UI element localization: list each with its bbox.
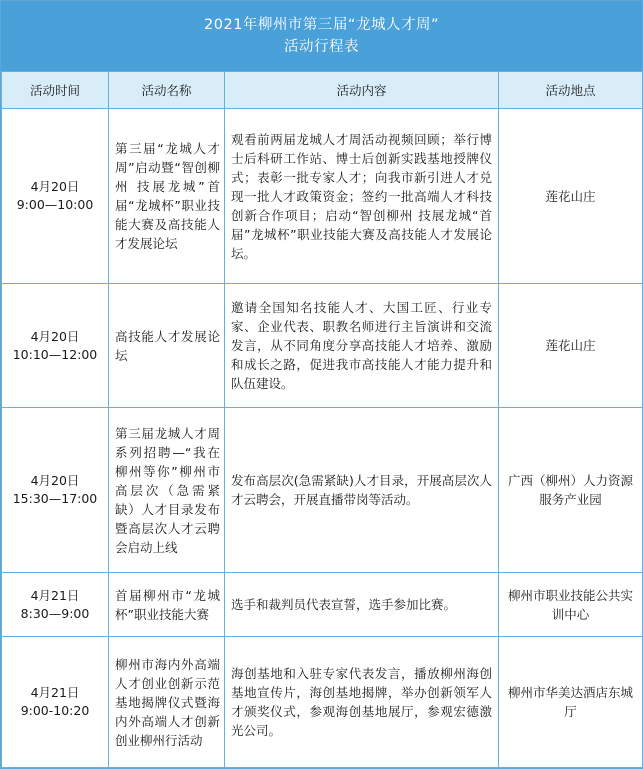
- event-name: 首届柳州市“龙城杯”职业技能大赛: [109, 573, 225, 637]
- schedule-table: [1, 71, 643, 768]
- event-name: 第三届龙城人才周系列招聘—“我在柳州等你”柳州市高层次（急需紧缺）人才目录发布暨高层次人才云聘会启动上线: [109, 408, 225, 573]
- table-row: [2, 284, 643, 408]
- event-time-cell: [2, 637, 109, 768]
- table-row: [2, 573, 643, 637]
- event-place: 广西（柳州）人力资源服务产业园: [499, 408, 643, 573]
- event-time-cell: [2, 284, 109, 408]
- event-place: 柳州市职业技能公共实训中心: [499, 573, 643, 637]
- event-place: 柳州市华美达酒店东城厅: [499, 637, 643, 768]
- event-date: 4月21日: [30, 587, 80, 603]
- event-time: 15:30—17:00: [12, 491, 98, 506]
- header-content: 活动内容: [225, 72, 499, 109]
- table-title: [1, 1, 642, 71]
- event-time-cell: [2, 109, 109, 284]
- event-date: 4月21日: [30, 685, 80, 700]
- event-time: 8:30—9:00: [20, 605, 90, 621]
- event-content: 观看前两届龙城人才周活动视频回顾；举行博士后科研工作站、博士后创新实践基地授牌仪式；表彰一批专家人才；向我市新引进人才兑现一批人才政策资金；签约一批高端人才科技创新合作项目；启动“智创柳州 技展龙城“首届”龙城杯”职业技能大赛及高技能人才发展论坛。: [225, 109, 499, 284]
- header-row: [2, 72, 643, 109]
- header-time: 活动时间: [2, 72, 109, 109]
- event-name: 柳州市海内外高端人才创业创新示范基地揭牌仪式暨海内外高端人才创新创业柳州行活动: [109, 637, 225, 768]
- event-time: 10:10—12:00: [12, 346, 98, 362]
- event-place: 莲花山庄: [499, 109, 643, 284]
- event-name: 第三届“龙城人才周”启动暨“智创柳州 技展龙城”首届“龙城杯”职业技能大赛及高技能人才发展论坛: [109, 109, 225, 284]
- event-content: 选手和裁判员代表宣誓，选手参加比赛。: [225, 573, 499, 637]
- table-title-line1: 2021年柳州市第三届“龙城人才周”: [204, 17, 439, 33]
- event-time: 9:00-10:20: [20, 703, 90, 718]
- table-row: [2, 408, 643, 573]
- event-content: 发布高层次(急需紧缺)人才目录，开展高层次人才云聘会，开展直播带岗等活动。: [225, 408, 499, 573]
- event-place: 莲花山庄: [499, 284, 643, 408]
- event-date: 4月20日: [30, 179, 80, 194]
- event-content: 海创基地和入驻专家代表发言，播放柳州海创基地宣传片，海创基地揭牌，举办创新领军人才颁奖仪式，参观海创基地展厅，参观宏德激光公司。: [225, 637, 499, 768]
- event-content: 邀请全国知名技能人才、大国工匠、行业专家、企业代表、职教名师进行主旨演讲和交流发言，从不同角度分享高技能人才培养、激励和成长之路，促进我市高技能人才能力提升和队伍建设。: [225, 284, 499, 408]
- event-time-cell: [2, 573, 109, 637]
- event-name: 高技能人才发展论坛: [109, 284, 225, 408]
- header-name: 活动名称: [109, 72, 225, 109]
- table-row: [2, 109, 643, 284]
- event-time-cell: [2, 408, 109, 573]
- table-row: [2, 637, 643, 768]
- header-place: 活动地点: [499, 72, 643, 109]
- event-date: 4月20日: [30, 473, 80, 488]
- event-date: 4月20日: [30, 328, 80, 344]
- table-title-line2: 活动行程表: [284, 39, 359, 55]
- event-time: 9:00—10:00: [16, 197, 94, 212]
